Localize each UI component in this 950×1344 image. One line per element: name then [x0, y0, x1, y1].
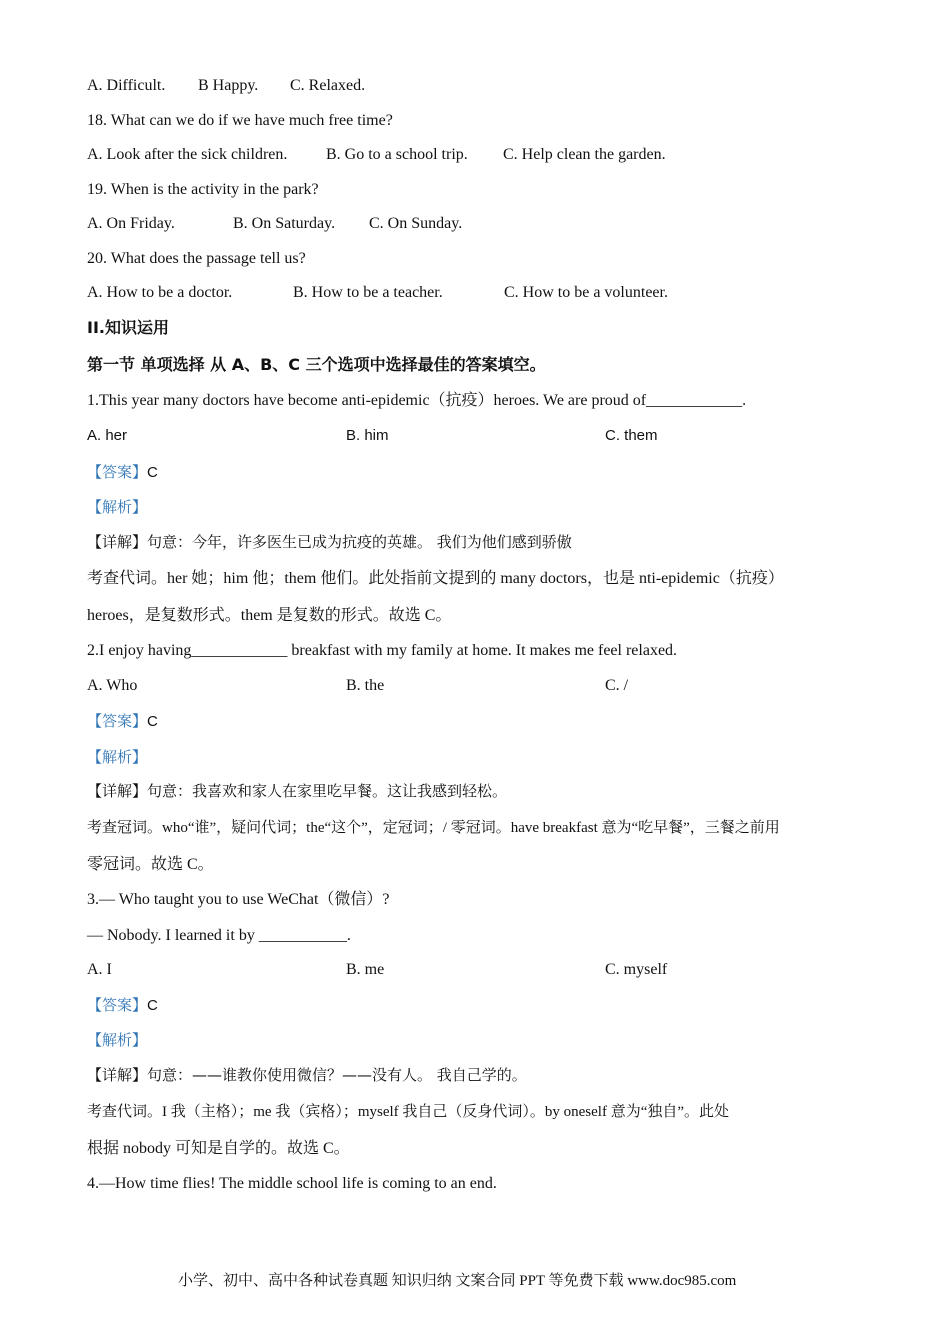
analysis-label: 【解析】 [87, 748, 148, 766]
q3-explanation-1: 考查代词。I 我（主格）；me 我（宾格）；myself 我自己（反身代词）。by oneself 意为“独自”。此处 [87, 1104, 730, 1120]
q2-option-a: A. Who [87, 677, 138, 694]
q1-option-c: C. them [605, 427, 658, 444]
q20-option-c: C. How to be a volunteer. [504, 284, 668, 301]
detail-label: 【详解】 [87, 782, 148, 800]
analysis-label: 【解析】 [87, 1031, 148, 1049]
q2-detail-text: 句意：我喜欢和家人在家里吃早餐。这让我感到轻松。 [147, 782, 508, 800]
q19-stem: 19. When is the activity in the park? [87, 181, 319, 198]
q1-answer-row [87, 462, 158, 483]
q3-answer-row [87, 995, 158, 1016]
q1-explanation-1: 考查代词。her 她；him 他；them 他们。此处指前文提到的 many doctors，也是 nti-epidemic（抗疫） [87, 570, 784, 587]
q20-stem: 20. What does the passage tell us? [87, 250, 306, 267]
answer-label: 【答案】 [87, 712, 148, 730]
q18-option-a: A. Look after the sick children. [87, 146, 288, 163]
q2-explanation-2: 零冠词。故选 C。 [87, 856, 214, 873]
q3-detail-row [87, 1065, 527, 1086]
q1-option-b: B. him [346, 427, 389, 444]
q3-detail-text: 句意：——谁教你使用微信？——没有人。 我自己学的。 [147, 1066, 527, 1084]
q3-stem-1: 3.— Who taught you to use WeChat（微信）? [87, 891, 390, 908]
q18-stem: 18. What can we do if we have much free time? [87, 112, 393, 129]
section-title: II.知识运用 [87, 318, 169, 337]
q17-option-b: B Happy. [198, 77, 259, 94]
detail-label: 【详解】 [87, 533, 148, 551]
q2-detail-row [87, 781, 507, 802]
answer-label: 【答案】 [87, 996, 148, 1014]
q18-option-b: B. Go to a school trip. [326, 146, 468, 163]
q3-stem-2: — Nobody. I learned it by ___________. [87, 927, 351, 944]
q2-stem: 2.I enjoy having____________ breakfast with my family at home. It makes me feel relaxed. [87, 642, 678, 659]
q19-option-b: B. On Saturday. [233, 215, 336, 232]
q3-option-a: A. I [87, 961, 112, 978]
page-footer: 小学、初中、高中各种试卷真题 知识归纳 文案合同 PPT 等免费下载 www.doc985.com [178, 1273, 737, 1289]
q3-explanation-2: 根据 nobody 可知是自学的。故选 C。 [87, 1140, 350, 1157]
q3-option-c: C. myself [605, 961, 668, 978]
q1-analysis-row [87, 497, 147, 518]
q2-explanation-1: 考查冠词。who“谁”，疑问代词；the“这个”，定冠词；/ 零冠词。have breakfast 意为“吃早餐”，三餐之前用 [87, 820, 780, 836]
q1-detail-row [87, 532, 572, 553]
q20-option-a: A. How to be a doctor. [87, 284, 233, 301]
section-subtitle: 第一节 单项选择 从 A、B、C 三个选项中选择最佳的答案填空。 [87, 355, 546, 374]
q2-option-c: C. / [605, 677, 629, 694]
q2-answer-value: C [147, 713, 158, 730]
q1-option-a: A. her [87, 427, 128, 444]
q19-option-a: A. On Friday. [87, 215, 175, 232]
q2-answer-row [87, 711, 158, 732]
q2-analysis-row [87, 747, 147, 768]
q20-option-b: B. How to be a teacher. [293, 284, 443, 301]
detail-label: 【详解】 [87, 1066, 148, 1084]
q3-option-b: B. me [346, 961, 385, 978]
q1-explanation-2: heroes，是复数形式。them 是复数的形式。故选 C。 [87, 607, 452, 624]
answer-label: 【答案】 [87, 463, 148, 481]
q1-stem: 1.This year many doctors have become anti-epidemic（抗疫）heroes. We are proud of____________. [87, 392, 747, 409]
q17-option-c: C. Relaxed. [290, 77, 366, 94]
q1-answer-value: C [147, 464, 158, 481]
q4-stem: 4.—How time flies! The middle school life is coming to an end. [87, 1175, 497, 1192]
q2-option-b: B. the [346, 677, 385, 694]
q18-option-c: C. Help clean the garden. [503, 146, 666, 163]
q19-option-c: C. On Sunday. [369, 215, 463, 232]
analysis-label: 【解析】 [87, 498, 148, 516]
q3-answer-value: C [147, 997, 158, 1014]
q1-detail-text: 句意：今年，许多医生已成为抗疫的英雄。 我们为他们感到骄傲 [147, 533, 572, 551]
q17-option-a: A. Difficult. [87, 77, 166, 94]
q3-analysis-row [87, 1030, 147, 1051]
